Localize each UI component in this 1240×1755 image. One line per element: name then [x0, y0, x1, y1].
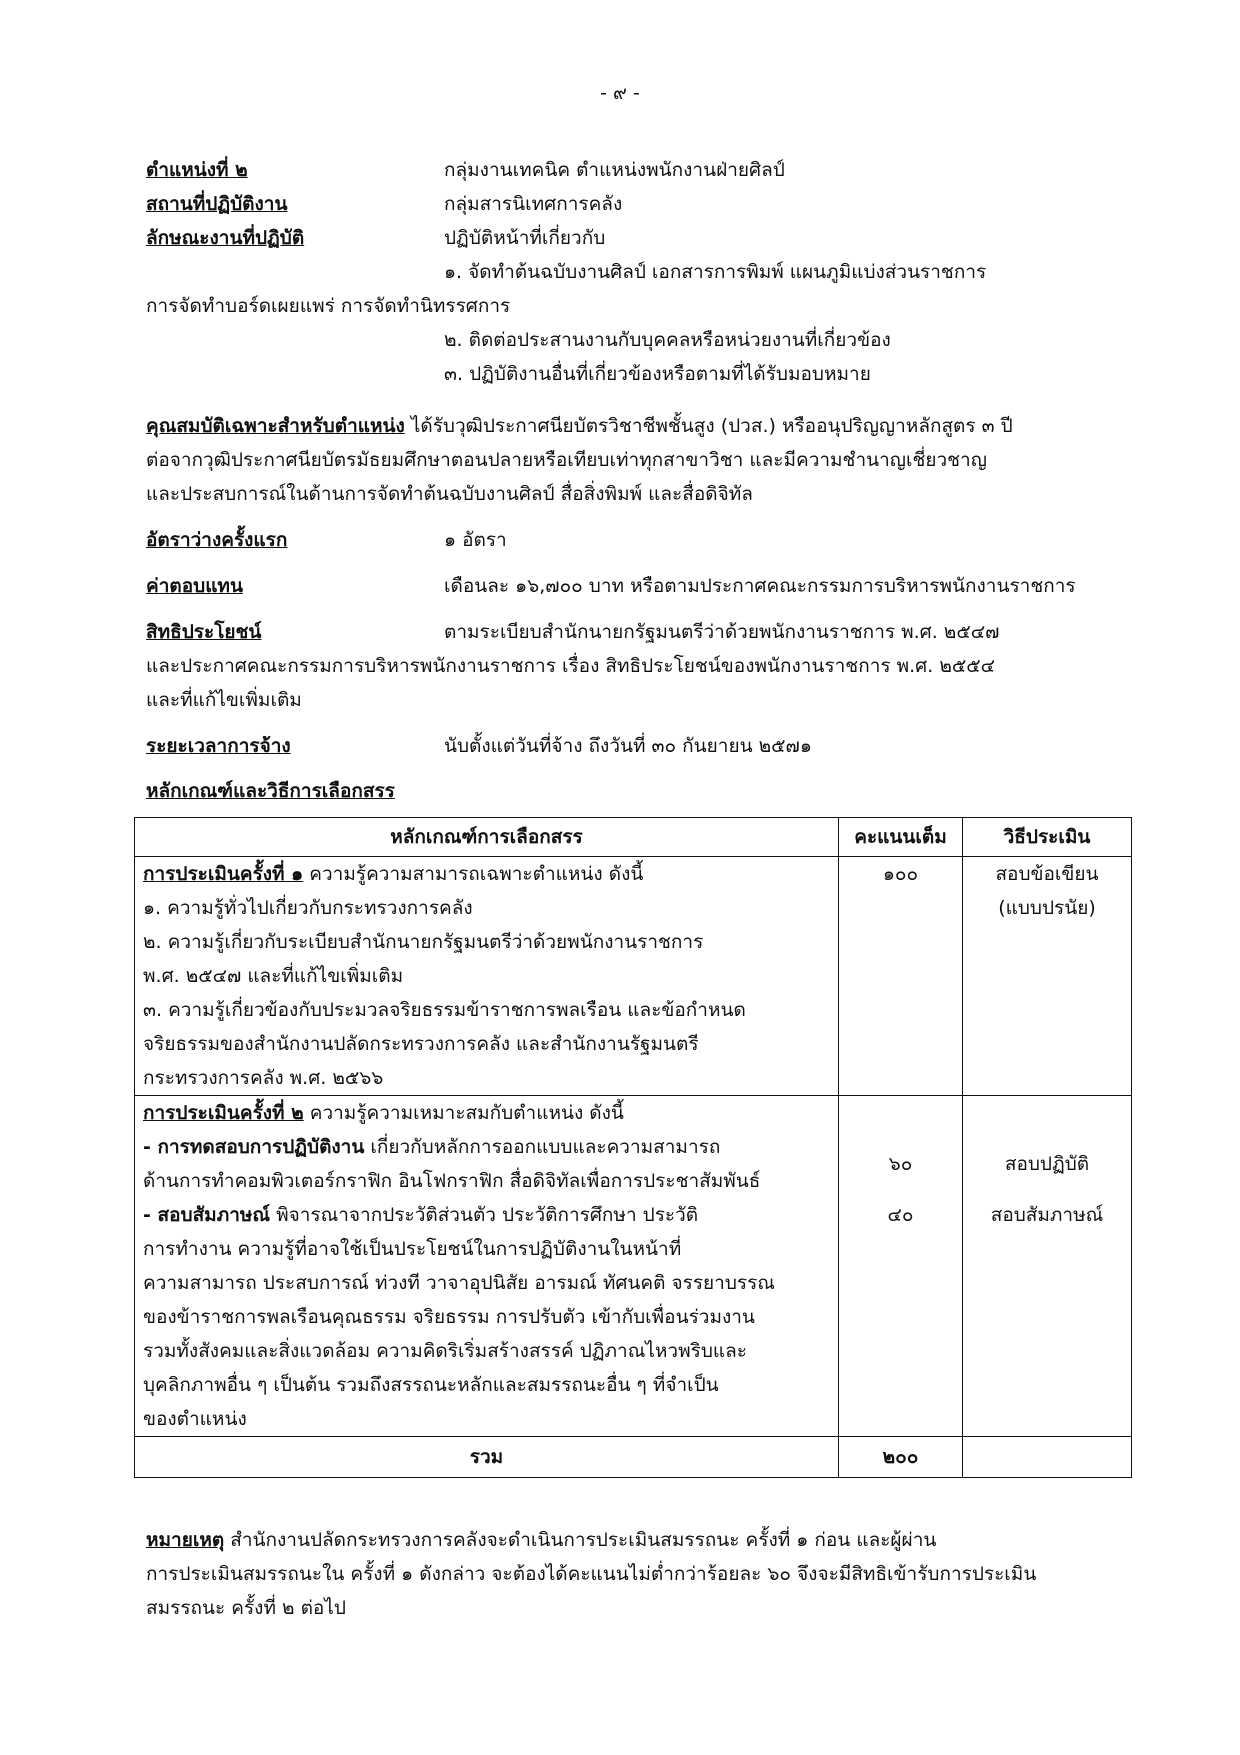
note-line-3: สมรรถนะ ครั้งที่ ๒ ต่อไป — [146, 1597, 346, 1619]
interview-line: บุคลิกภาพอื่น ๆ เป็นต้น รวมถึงสรรถนะหลักและสมรรถนะอื่น ๆ ที่จำเป็น — [143, 1374, 719, 1396]
round-1-line: ๑. ความรู้ทั่วไปเกี่ยวกับกระทรวงการคลัง — [143, 897, 473, 919]
round-1-line: จริยธรรมของสำนักงานปลัดกระทรวงการคลัง และสำนักงานรัฐมนตรี — [143, 1033, 699, 1055]
interview-method: สอบสัมภาษณ์ — [990, 1204, 1104, 1226]
workplace-label: สถานที่ปฏิบัติงาน — [146, 193, 288, 215]
duty-row — [146, 221, 1126, 255]
header-criteria: หลักเกณฑ์การเลือกสรร — [135, 818, 839, 857]
interview-line: ความสามารถ ประสบการณ์ ท่วงที วาจาอุปนิสัย อารมณ์ ทัศนคติ จรรยาบรรณ — [143, 1272, 775, 1294]
note-text-1: สำนักงานปลัดกระทรวงการคลังจะดำเนินการประเมินสมรรถนะ ครั้งที่ ๑ ก่อน และผู้ผ่าน — [224, 1529, 937, 1551]
period-label: ระยะเวลาการจ้าง — [146, 735, 291, 757]
practical-method: สอบปฏิบัติ — [1004, 1153, 1090, 1175]
qualification-line-2: ต่อจากวุฒิประกาศนียบัตรมัธยมศึกษาตอนปลายหรือเทียบเท่าทุกสาขาวิชา และมีความชำนาญเชี่ยวชาญ — [146, 449, 987, 471]
round-2-method-cell — [963, 1096, 1132, 1437]
interview-text: พิจารณาจากประวัติส่วนตัว ประวัติการศึกษา ประวัติ — [270, 1204, 699, 1226]
round-2-title-rest: ความรู้ความเหมาะสมกับตำแหน่ง ดังนี้ — [303, 1102, 624, 1124]
interview-line: ของข้าราชการพลเรือนคุณธรรม จริยธรรม การปรับตัว เข้ากับเพื่อนร่วมงาน — [143, 1306, 755, 1328]
note-line-2: การประเมินสมรรถนะใน ครั้งที่ ๑ ดังกล่าว จะต้องได้คะแนนไม่ต่ำกว่าร้อยละ ๖๐ จึงจะมีสิทธิเข้ารับการประเมิน — [146, 1563, 1037, 1585]
round-1-criteria — [135, 857, 839, 1096]
salary-label: ค่าตอบแทน — [146, 575, 243, 597]
practical-score: ๖๐ — [888, 1153, 913, 1175]
table-row-total — [135, 1437, 1132, 1478]
position-label: ตำแหน่งที่ ๒ — [146, 159, 248, 181]
salary-value: เดือนละ ๑๖,๗๐๐ บาท หรือตามประกาศคณะกรรมการบริหารพนักงานราชการ — [444, 575, 1076, 597]
period-value: นับตั้งแต่วันที่จ้าง ถึงวันที่ ๓๐ กันยายน ๒๕๗๑ — [444, 735, 812, 757]
interview-score: ๔๐ — [887, 1204, 914, 1226]
practical-test-text: เกี่ยวกับหลักการออกแบบและความสามารถ — [364, 1136, 721, 1158]
round-2-title: การประเมินครั้งที่ ๒ — [143, 1102, 304, 1124]
period-row — [146, 729, 1126, 763]
benefits-row — [146, 615, 1126, 649]
round-1-score: ๑๐๐ — [882, 863, 919, 885]
table-header-row — [135, 818, 1132, 857]
vacancy-value: ๑ อัตรา — [444, 529, 507, 551]
round-1-method-line-2: (แบบปรนัย) — [998, 897, 1096, 919]
total-method-cell — [963, 1437, 1132, 1478]
workplace-row — [146, 187, 1126, 221]
round-1-line: กระทรวงการคลัง พ.ศ. ๒๕๖๖ — [143, 1067, 384, 1089]
header-method: วิธีประเมิน — [963, 818, 1132, 857]
round-1-line: พ.ศ. ๒๕๔๗ และที่แก้ไขเพิ่มเติม — [143, 965, 404, 987]
table-row-round-2 — [135, 1096, 1132, 1437]
criteria-heading: หลักเกณฑ์และวิธีการเลือกสรร — [146, 780, 395, 802]
table-row-round-1 — [135, 857, 1132, 1096]
interview-line: ของตำแหน่ง — [143, 1408, 247, 1430]
criteria-heading-row — [146, 774, 1126, 808]
duty-item-3: ๓. ปฏิบัติงานอื่นที่เกี่ยวข้องหรือตามที่ได้รับมอบหมาย — [444, 363, 871, 385]
total-label: รวม — [469, 1446, 504, 1468]
round-1-method-line-1: สอบข้อเขียน — [995, 863, 1099, 885]
round-1-line: ๒. ความรู้เกี่ยวกับระเบียบสำนักนายกรัฐมนตรีว่าด้วยพนักงานราชการ — [143, 931, 704, 953]
vacancy-row — [146, 523, 1126, 557]
qualification-line-3: และประสบการณ์ในด้านการจัดทำต้นฉบับงานศิลป์ สื่อสิ่งพิมพ์ และสื่อดิจิทัล — [146, 483, 753, 505]
vacancy-label: อัตราว่างครั้งแรก — [146, 529, 288, 551]
note-label: หมายเหตุ — [146, 1529, 225, 1551]
practical-test-line-2: ด้านการทำคอมพิวเตอร์กราฟิก อินโฟกราฟิก สื่อดิจิทัลเพื่อการประชาสัมพันธ์ — [143, 1170, 761, 1192]
total-label-cell — [135, 1437, 839, 1478]
round-1-title-rest: ความรู้ความสามารถเฉพาะตำแหน่ง ดังนี้ — [303, 863, 644, 885]
total-score: ๒๐๐ — [882, 1446, 919, 1468]
qualification-label: คุณสมบัติเฉพาะสำหรับตำแหน่ง — [146, 415, 405, 437]
duty-label: ลักษณะงานที่ปฏิบัติ — [146, 227, 305, 249]
header-score: คะแนนเต็ม — [839, 818, 963, 857]
round-1-title: การประเมินครั้งที่ ๑ — [143, 863, 304, 885]
benefits-value: ตามระเบียบสำนักนายกรัฐมนตรีว่าด้วยพนักงานราชการ พ.ศ. ๒๕๔๗ — [444, 621, 1000, 643]
workplace-value: กลุ่มสารนิเทศการคลัง — [444, 193, 623, 215]
position-row — [146, 153, 1126, 187]
duty-item-1: ๑. จัดทำต้นฉบับงานศิลป์ เอกสารการพิมพ์ แผนภูมิแบ่งส่วนราชการ — [444, 261, 987, 283]
round-2-score-cell — [839, 1096, 963, 1437]
benefits-line-2: และประกาศคณะกรรมการบริหารพนักงานราชการ เรื่อง สิทธิประโยชน์ของพนักงานราชการ พ.ศ. ๒๕๕๔ — [146, 655, 995, 677]
salary-row — [146, 569, 1126, 603]
duty-value: ปฏิบัติหน้าที่เกี่ยวกับ — [444, 227, 606, 249]
interview-label: - สอบสัมภาษณ์ — [143, 1204, 271, 1226]
round-1-score-cell — [839, 857, 963, 1096]
qualification-line-1 — [146, 409, 1126, 443]
benefits-line-3: และที่แก้ไขเพิ่มเติม — [146, 689, 302, 711]
total-score-cell — [839, 1437, 963, 1478]
interview-line: รวมทั้งสังคมและสิ่งแวดล้อม ความคิดริเริ่มสร้างสรรค์ ปฏิภาณไหวพริบและ — [143, 1340, 747, 1362]
round-2-criteria — [135, 1096, 839, 1437]
qualification-text-1: ได้รับวุฒิประกาศนียบัตรวิชาชีพชั้นสูง (ปวส.) หรืออนุปริญญาหลักสูตร ๓ ปี — [404, 415, 1013, 437]
interview-line: การทำงาน ความรู้ที่อาจใช้เป็นประโยชน์ในการปฏิบัติงานในหน้าที่ — [143, 1238, 682, 1260]
round-1-method-cell — [963, 857, 1132, 1096]
duty-item-2: ๒. ติดต่อประสานงานกับบุคคลหรือหน่วยงานที่เกี่ยวข้อง — [444, 329, 891, 351]
round-1-line: ๓. ความรู้เกี่ยวข้องกับประมวลจริยธรรมข้าราชการพลเรือน และข้อกำหนด — [143, 999, 746, 1021]
page-number: - ๙ - — [600, 82, 640, 104]
practical-test-label: - การทดสอบการปฏิบัติงาน — [143, 1136, 365, 1158]
benefits-label: สิทธิประโยชน์ — [146, 621, 262, 643]
position-value: กลุ่มงานเทคนิค ตำแหน่งพนักงานฝ่ายศิลป์ — [444, 159, 785, 181]
note-line-1 — [146, 1523, 1126, 1557]
criteria-table — [134, 817, 1132, 1478]
duty-item-1-cont: การจัดทำบอร์ดเผยแพร่ การจัดทำนิทรรศการ — [146, 295, 511, 317]
